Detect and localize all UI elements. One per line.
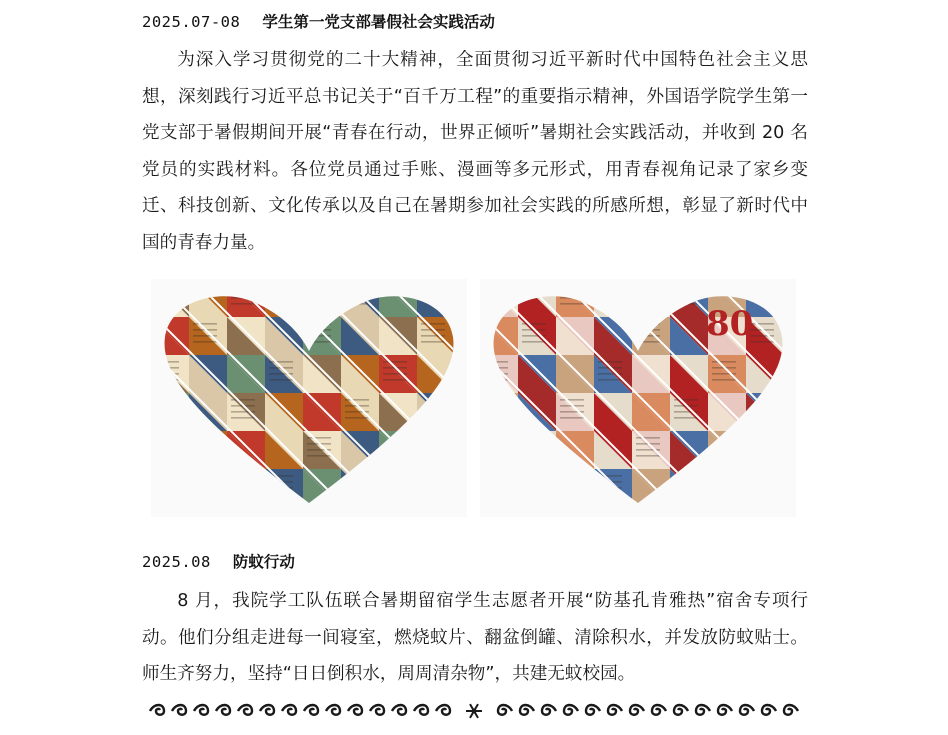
section1-paragraph: 为深入学习贯彻党的二十大精神，全面贯彻习近平新时代中国特色社会主义思想，深刻践行习近平总书记关于“百千万工程”的重要指示精神，外国语学院学生第一党支部于暑假期间开展“青春在行动，世界正倾听”暑期社会实践活动，并收到 20 名党员的实践材料。各位党员通过手账、漫画等多元形式，用青春视角记录了家乡变迁、科技创新、文化传承以及自己在暑期参加社会实践的所感所想，彰显了新时代中国的青春力量。 [142,50,808,253]
collage-tile [784,317,796,355]
collage-tile [341,507,379,517]
scroll-curl [740,705,754,715]
scroll-curl [216,705,230,715]
scroll-curl [304,705,318,715]
collage-tile [417,507,455,517]
snowflake-center [472,709,477,714]
scroll-curl [326,705,340,715]
scroll-curl [718,705,732,715]
section1-date: 2025.07-08 [142,13,241,31]
collage-tile [746,507,784,517]
section1-heading [142,10,495,32]
section1-title: 学生第一党支部暑假社会实践活动 [262,13,495,31]
collage-tile [480,469,518,507]
collage-badge-text: 80 [706,304,754,344]
collage-tile [670,469,708,507]
collage-tile [784,507,796,517]
collage-tile [784,279,796,317]
collage-tile [455,393,467,431]
collage-tile [417,279,455,317]
collage-tile [708,507,746,517]
scroll-curl [674,705,688,715]
scroll-curl [520,705,534,715]
scroll-curl [370,705,384,715]
collage-tile [480,431,518,469]
collage-tile [708,469,746,507]
collage-tile [480,469,518,507]
section2-title: 防蚊行动 [232,553,295,571]
collage-tile [151,507,189,517]
collage-tile [746,393,784,431]
collage-tile [784,317,796,355]
collage-tile [518,507,556,517]
collage-tile [480,393,518,431]
collage-tile [151,393,189,431]
scroll-curl [260,705,274,715]
scroll-curl [542,705,556,715]
scroll-curl [392,705,406,715]
collage-tile [151,393,189,431]
scroll-curl [150,705,164,715]
collage-tile [379,507,417,517]
collage-tile [746,431,784,469]
collage-tile [632,279,670,317]
collage-tile [151,507,189,517]
collage-tile [455,469,467,507]
collage-tile [455,317,467,355]
collage-tile [455,507,467,517]
collage-tile [189,431,227,469]
section2-heading [142,550,295,572]
collage-tile [784,431,796,469]
collage-tile [417,469,455,507]
collage-tile [379,507,417,517]
collage-tile [746,469,784,507]
scroll-curl [436,705,450,715]
collage-tile [594,507,632,517]
scroll-curl [194,705,208,715]
collage-tile [379,431,417,469]
collage-tile [784,393,796,431]
collage-tile [265,469,303,507]
collage-tile [480,393,518,431]
collage-tile [379,279,417,317]
scroll-curl [652,705,666,715]
collage-tile [480,279,518,317]
collage-tile [670,507,708,517]
collage-tile [341,507,379,517]
collage-tile [417,507,455,517]
collage-tile [265,507,303,517]
collage-tile [189,507,227,517]
collage-tile [303,279,341,317]
collage-tile [455,317,467,355]
collage-tile [784,469,796,507]
heart-collage-left-image [151,279,467,517]
collage-tile [151,469,189,507]
collage-tile [556,469,594,507]
collage-tile [480,507,518,517]
collage-tile [417,469,455,507]
section2-date: 2025.08 [142,553,211,571]
collage-tile [746,507,784,517]
ornamental-scroll-divider-icon [140,700,808,722]
collage-tile [455,469,467,507]
collage-tile [784,469,796,507]
collage-tile [518,507,556,517]
collage-tile [189,507,227,517]
collage-tile [265,507,303,517]
collage-tile [556,469,594,507]
collage-tile [455,279,467,317]
heart-collage-right-image [480,279,796,517]
collage-tile [227,507,265,517]
collage-tile [784,507,796,517]
collage-tile [151,279,189,317]
collage-tile [670,279,708,317]
collage-tile [784,355,796,393]
collage-tile [518,469,556,507]
collage-tile [379,469,417,507]
scroll-curl [238,705,252,715]
collage-tile [784,393,796,431]
collage-tile [746,431,784,469]
scroll-curl [414,705,428,715]
section2-paragraph: 8 月，我院学工队伍联合暑期留宿学生志愿者开展“防基孔肯雅热”宿舍专项行动。他们分组走进每一间寝室，燃烧蚊片、翻盆倒罐、清除积水，并发放防蚊贴士。师生齐努力，坚持“日日倒积水，周周清杂物”，共建无蚊校园。 [142,591,808,685]
collage-tile [303,279,341,317]
collage-tile [784,279,796,317]
collage-tile [151,431,189,469]
collage-tile [151,469,189,507]
collage-tile [455,507,467,517]
collage-tile [746,469,784,507]
collage-tile [341,279,379,317]
collage-tile [670,469,708,507]
collage-tile [480,431,518,469]
collage-tile [379,469,417,507]
collage-tile [594,507,632,517]
collage-tile [189,431,227,469]
scroll-curl [586,705,600,715]
collage-tile [518,469,556,507]
collage-tile [556,507,594,517]
collage-tile [151,431,189,469]
collage-tile [265,279,303,317]
collage-tile [455,355,467,393]
collage-tile [455,431,467,469]
scroll-curl [172,705,186,715]
collage-tile [708,469,746,507]
scroll-curl [630,705,644,715]
collage-tile [227,469,265,507]
scroll-curl [784,705,798,715]
scroll-curl [282,705,296,715]
collage-tile [455,393,467,431]
collage-tile [708,431,746,469]
collage-tile [189,469,227,507]
collage-tile [594,279,632,317]
collage-tile [670,507,708,517]
collage-tile [227,469,265,507]
scroll-curl [564,705,578,715]
collage-tile [480,507,518,517]
collage-tile [417,431,455,469]
collage-tile [151,355,189,393]
collage-tile [708,507,746,517]
collage-tile [632,507,670,517]
collage-tile [341,469,379,507]
scroll-curl [608,705,622,715]
collage-tile [455,431,467,469]
collage-tile [556,507,594,517]
collage-tile [303,507,341,517]
collage-tile [189,469,227,507]
collage-tile [303,507,341,517]
collage-tile [455,279,467,317]
scroll-curl [348,705,362,715]
collage-tile [784,431,796,469]
collage-tile [417,393,455,431]
collage-tile [784,355,796,393]
collage-tile [632,507,670,517]
collage-tile [227,507,265,517]
scroll-curl [498,705,512,715]
collage-tile [518,431,556,469]
collage-tile [341,469,379,507]
scroll-curl [696,705,710,715]
collage-tile [594,469,632,507]
collage-tile [632,279,670,317]
collage-tile [518,431,556,469]
collage-tile [455,355,467,393]
scroll-curl [762,705,776,715]
collage-tile [417,431,455,469]
